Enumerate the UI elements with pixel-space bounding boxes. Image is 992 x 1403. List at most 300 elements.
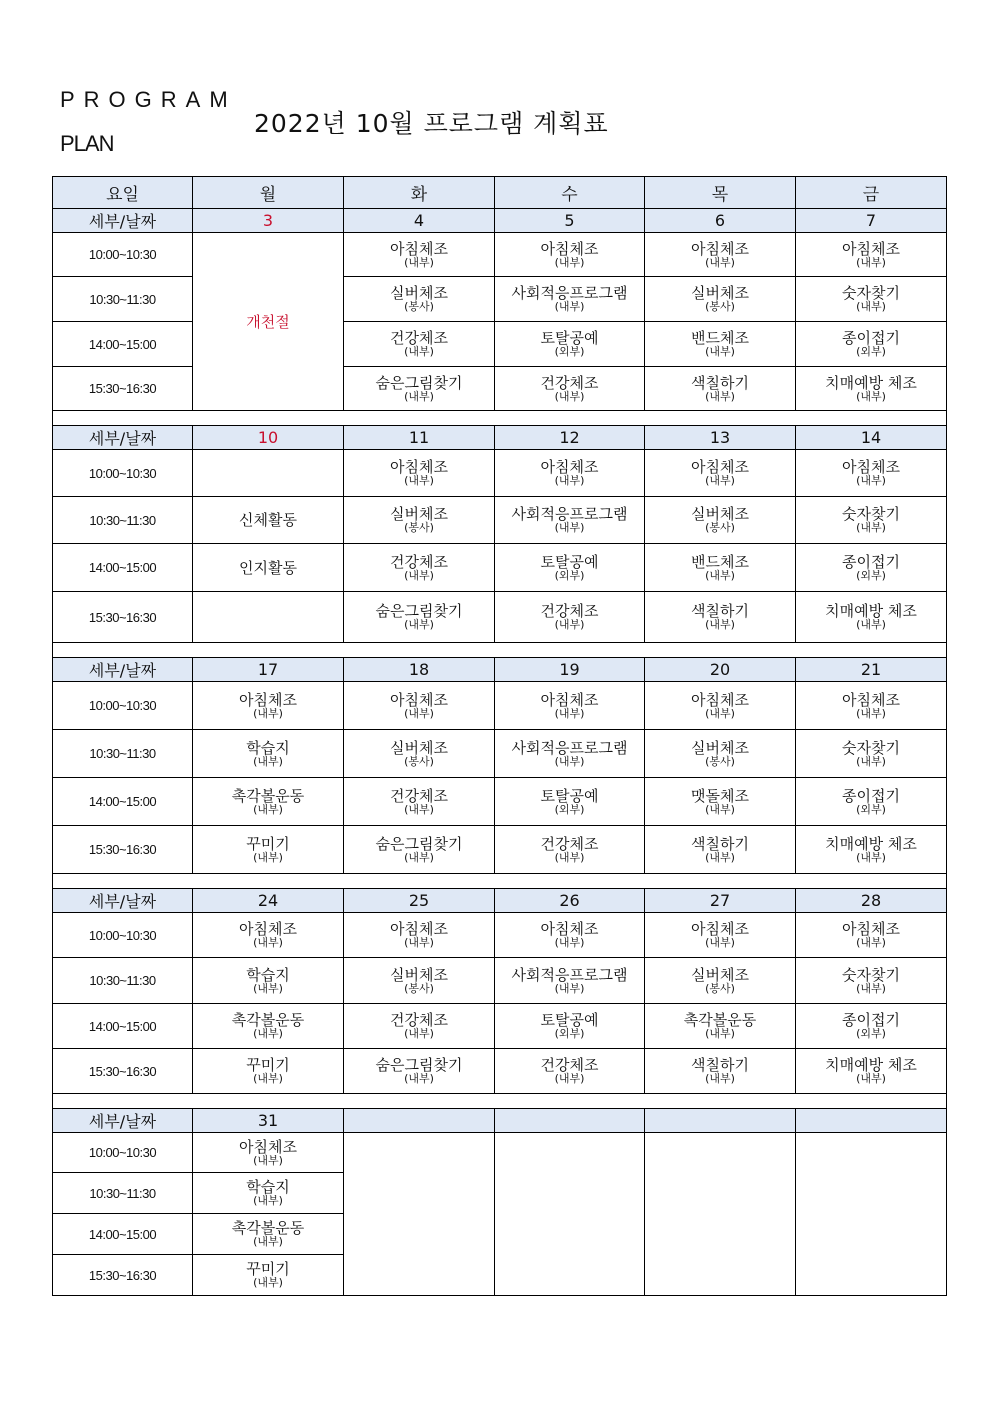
activity-name: 아침체조 xyxy=(842,458,900,476)
activity-cell xyxy=(193,730,344,778)
activity-type: (내부) xyxy=(404,850,434,864)
activity-name: 색칠하기 xyxy=(691,834,749,853)
activity-type: (봉사) xyxy=(404,981,434,995)
row-label: 세부/날짜 xyxy=(53,1109,193,1133)
activity-cell xyxy=(344,450,495,497)
date-row xyxy=(53,426,947,450)
activity-type: (내부) xyxy=(253,981,283,995)
activity-type: (내부) xyxy=(856,754,886,768)
date-cell: 6 xyxy=(645,209,796,233)
time-cell: 15:30~16:30 xyxy=(53,367,193,411)
date-cell: 20 xyxy=(645,658,796,682)
activity-cell xyxy=(796,233,947,277)
activity-name: 숨은그림찾기 xyxy=(375,1056,463,1074)
activity-cell xyxy=(193,1255,344,1296)
activity-type: (내부) xyxy=(253,706,283,720)
activity-type: (내부) xyxy=(705,568,735,582)
date-cell-holiday: 10 xyxy=(193,426,344,450)
activity-name: 종이접기 xyxy=(842,552,900,571)
activity-cell xyxy=(645,682,796,730)
activity-cell xyxy=(645,322,796,367)
date-cell: 26 xyxy=(495,889,645,913)
activity-cell xyxy=(344,958,495,1004)
time-row xyxy=(53,497,947,544)
activity-cell xyxy=(796,682,947,730)
activity-cell xyxy=(344,592,495,643)
time-row xyxy=(53,778,947,826)
activity-name: 실버체조 xyxy=(390,738,448,757)
activity-name: 학습지 xyxy=(246,738,290,757)
activity-type: (내부) xyxy=(856,618,886,631)
activity-type: (내부) xyxy=(253,1194,283,1207)
activity-cell xyxy=(796,322,947,367)
week-spacer xyxy=(53,1094,947,1109)
activity-type: (내부) xyxy=(253,936,283,949)
week-spacer xyxy=(53,874,947,889)
activity-name: 학습지 xyxy=(246,965,290,984)
weekday-header-cell: 월 xyxy=(193,177,344,209)
activity-cell xyxy=(344,1004,495,1049)
activity-name: 아침체조 xyxy=(540,239,599,258)
activity-type: (내부) xyxy=(705,936,735,949)
activity-name: 사회적응프로그램 xyxy=(511,284,628,302)
activity-cell xyxy=(495,826,645,874)
activity-type: (내부) xyxy=(554,1072,585,1085)
activity-type: (내부) xyxy=(856,936,886,949)
activity-type: (내부) xyxy=(856,300,886,313)
activity-cell xyxy=(495,450,645,497)
time-row xyxy=(53,233,947,277)
activity-type: (내부) xyxy=(554,754,585,768)
activity-cell xyxy=(645,1004,796,1049)
activity-type: (내부) xyxy=(554,521,585,534)
activity-cell xyxy=(193,826,344,874)
activity-cell xyxy=(645,497,796,544)
activity-type: (외부) xyxy=(554,568,585,582)
time-row xyxy=(53,730,947,778)
activity-type: (봉사) xyxy=(705,521,735,534)
activity-cell xyxy=(796,826,947,874)
brand-line-1: PROGRAM xyxy=(60,87,237,112)
week-spacer xyxy=(53,411,947,426)
activity-type: (봉사) xyxy=(705,981,735,995)
empty-cell xyxy=(796,1133,947,1296)
activity-cell xyxy=(796,1004,947,1049)
activity-type: (외부) xyxy=(856,568,886,582)
activity-name: 실버체조 xyxy=(691,738,749,757)
activity-type: (내부) xyxy=(404,802,434,816)
activity-type: (내부) xyxy=(554,981,585,995)
activity-cell xyxy=(495,592,645,643)
activity-name: 꾸미기 xyxy=(246,1260,290,1278)
time-cell: 10:30~11:30 xyxy=(53,497,193,544)
time-cell: 10:00~10:30 xyxy=(53,1133,193,1173)
row-label: 세부/날짜 xyxy=(53,209,193,233)
row-label: 세부/날짜 xyxy=(53,426,193,450)
activity-cell xyxy=(344,367,495,411)
time-cell: 10:00~10:30 xyxy=(53,913,193,958)
activity-type: (내부) xyxy=(705,850,735,864)
time-cell: 15:30~16:30 xyxy=(53,1255,193,1296)
activity-name: 인지활동 xyxy=(239,558,297,577)
activity-type: (외부) xyxy=(856,802,886,816)
date-cell: 18 xyxy=(344,658,495,682)
activity-type: (내부) xyxy=(856,474,886,487)
activity-cell xyxy=(645,450,796,497)
activity-type: (내부) xyxy=(705,1072,735,1085)
activity-type: (내부) xyxy=(554,474,585,487)
activity-name: 실버체조 xyxy=(390,284,448,302)
time-cell: 14:00~15:00 xyxy=(53,1214,193,1255)
activity-type: (내부) xyxy=(856,850,886,864)
activity-type: (내부) xyxy=(253,802,283,816)
activity-cell xyxy=(344,277,495,322)
date-cell: 25 xyxy=(344,889,495,913)
activity-name: 건강체조 xyxy=(390,329,448,347)
activity-type: (내부) xyxy=(856,255,886,269)
activity-name: 실버체조 xyxy=(691,965,749,984)
activity-type: (내부) xyxy=(554,300,585,313)
activity-cell xyxy=(344,544,495,592)
activity-cell xyxy=(193,682,344,730)
time-row xyxy=(53,450,947,497)
activity-name: 사회적응프로그램 xyxy=(511,965,628,984)
activity-cell xyxy=(344,322,495,367)
activity-cell xyxy=(645,1049,796,1094)
activity-cell xyxy=(495,544,645,592)
activity-type: (내부) xyxy=(404,474,434,487)
activity-type: (내부) xyxy=(253,754,283,768)
activity-type: (내부) xyxy=(705,1027,735,1040)
activity-type: (내부) xyxy=(705,618,735,631)
activity-name: 숫자찾기 xyxy=(842,505,900,523)
activity-name: 토탈공예 xyxy=(540,552,599,571)
activity-type: (내부) xyxy=(856,981,886,995)
date-cell-empty xyxy=(645,1109,796,1133)
time-cell: 10:00~10:30 xyxy=(53,233,193,277)
date-row xyxy=(53,209,947,233)
activity-name: 실버체조 xyxy=(691,505,749,523)
time-row xyxy=(53,592,947,643)
activity-name: 토탈공예 xyxy=(540,1011,599,1029)
activity-name: 아침체조 xyxy=(390,920,448,938)
activity-name: 숨은그림찾기 xyxy=(375,834,463,853)
activity-name: 건강체조 xyxy=(540,834,599,853)
activity-type: (내부) xyxy=(554,618,585,631)
activity-name: 건강체조 xyxy=(540,373,599,392)
activity-type: (내부) xyxy=(554,706,585,720)
activity-cell xyxy=(344,1049,495,1094)
activity-name: 학습지 xyxy=(246,1178,290,1196)
activity-cell xyxy=(344,497,495,544)
activity-type: (외부) xyxy=(554,1027,585,1040)
weekday-header-cell: 요일 xyxy=(53,177,193,209)
date-cell: 28 xyxy=(796,889,947,913)
activity-name: 촉각볼운동 xyxy=(231,786,305,805)
week-spacer xyxy=(53,643,947,658)
activity-type: (내부) xyxy=(404,706,434,720)
activity-cell xyxy=(495,958,645,1004)
weekday-header-row xyxy=(53,177,947,209)
time-row xyxy=(53,322,947,367)
activity-type: (내부) xyxy=(253,1027,283,1040)
activity-name: 실버체조 xyxy=(390,965,448,984)
activity-cell xyxy=(495,322,645,367)
activity-type: (내부) xyxy=(404,1072,434,1085)
activity-type: (내부) xyxy=(554,255,585,269)
activity-cell xyxy=(645,233,796,277)
activity-type: (내부) xyxy=(554,936,585,949)
activity-name: 치매예방 체조 xyxy=(825,834,917,853)
activity-name: 건강체조 xyxy=(540,602,599,620)
date-cell: 5 xyxy=(495,209,645,233)
activity-name: 밴드체조 xyxy=(691,552,749,571)
activity-name: 숨은그림찾기 xyxy=(375,602,463,620)
time-row xyxy=(53,913,947,958)
activity-name: 촉각볼운동 xyxy=(683,1011,757,1029)
activity-cell xyxy=(193,1173,344,1214)
weekday-header-cell: 화 xyxy=(344,177,495,209)
row-label: 세부/날짜 xyxy=(53,889,193,913)
activity-name: 치매예방 체조 xyxy=(825,373,917,392)
date-cell: 7 xyxy=(796,209,947,233)
time-cell: 14:00~15:00 xyxy=(53,322,193,367)
activity-cell xyxy=(796,592,947,643)
activity-name: 아침체조 xyxy=(842,239,900,258)
activity-cell xyxy=(645,544,796,592)
activity-cell xyxy=(495,682,645,730)
activity-cell xyxy=(495,367,645,411)
activity-cell xyxy=(495,233,645,277)
activity-name: 꾸미기 xyxy=(246,1056,290,1074)
schedule-table xyxy=(52,176,947,1296)
date-cell-empty xyxy=(495,1109,645,1133)
activity-cell xyxy=(344,730,495,778)
activity-cell xyxy=(796,544,947,592)
activity-type: (내부) xyxy=(705,706,735,720)
activity-name: 맷돌체조 xyxy=(691,786,749,805)
time-cell: 10:30~11:30 xyxy=(53,1173,193,1214)
row-label: 세부/날짜 xyxy=(53,658,193,682)
date-cell: 24 xyxy=(193,889,344,913)
activity-name: 사회적응프로그램 xyxy=(511,505,628,523)
activity-cell xyxy=(344,778,495,826)
activity-type: (외부) xyxy=(856,1027,886,1040)
activity-cell xyxy=(193,592,344,643)
weekday-header-cell: 수 xyxy=(495,177,645,209)
date-cell: 14 xyxy=(796,426,947,450)
activity-name: 아침체조 xyxy=(691,690,749,709)
activity-name: 색칠하기 xyxy=(691,602,749,620)
time-cell: 14:00~15:00 xyxy=(53,778,193,826)
activity-cell xyxy=(495,497,645,544)
activity-type: (내부) xyxy=(253,1276,283,1289)
activity-cell xyxy=(495,913,645,958)
date-cell-holiday: 3 xyxy=(193,209,344,233)
activity-name: 건강체조 xyxy=(390,552,448,571)
activity-name: 아침체조 xyxy=(390,690,448,709)
activity-name: 실버체조 xyxy=(390,505,448,523)
date-cell: 12 xyxy=(495,426,645,450)
date-cell: 11 xyxy=(344,426,495,450)
activity-type: (봉사) xyxy=(705,300,735,313)
activity-type: (봉사) xyxy=(404,521,434,534)
activity-cell xyxy=(344,826,495,874)
weekday-header-cell: 금 xyxy=(796,177,947,209)
time-cell: 10:30~11:30 xyxy=(53,958,193,1004)
activity-type: (내부) xyxy=(856,706,886,720)
activity-name: 종이접기 xyxy=(842,786,900,805)
activity-type: (내부) xyxy=(404,936,434,949)
activity-cell xyxy=(796,1049,947,1094)
activity-name: 밴드체조 xyxy=(691,329,749,347)
activity-name: 촉각볼운동 xyxy=(231,1011,305,1029)
time-cell: 14:00~15:00 xyxy=(53,544,193,592)
activity-name: 색칠하기 xyxy=(691,1056,749,1074)
activity-name: 아침체조 xyxy=(842,690,900,709)
activity-cell xyxy=(796,450,947,497)
activity-type: (내부) xyxy=(554,850,585,864)
spacer-cell xyxy=(53,874,947,889)
activity-type: (외부) xyxy=(554,345,585,358)
activity-type: (내부) xyxy=(705,474,735,487)
empty-cell xyxy=(495,1133,645,1296)
activity-type: (내부) xyxy=(856,389,886,403)
empty-cell xyxy=(645,1133,796,1296)
activity-type: (내부) xyxy=(554,389,585,403)
activity-type: (내부) xyxy=(705,255,735,269)
date-cell: 19 xyxy=(495,658,645,682)
activity-type: (봉사) xyxy=(705,754,735,768)
date-cell: 31 xyxy=(193,1109,344,1133)
activity-type: (내부) xyxy=(705,345,735,358)
time-row xyxy=(53,1133,947,1173)
activity-cell xyxy=(796,958,947,1004)
weekday-header-cell: 목 xyxy=(645,177,796,209)
activity-name: 숫자찾기 xyxy=(842,965,900,984)
activity-name: 아침체조 xyxy=(540,920,599,938)
activity-type: (봉사) xyxy=(404,300,434,313)
activity-cell xyxy=(645,592,796,643)
activity-cell xyxy=(193,1133,344,1173)
activity-name: 토탈공예 xyxy=(540,786,599,805)
spacer-cell xyxy=(53,643,947,658)
activity-type: (내부) xyxy=(705,802,735,816)
activity-cell xyxy=(344,233,495,277)
activity-cell xyxy=(645,778,796,826)
activity-name: 건강체조 xyxy=(390,1011,448,1029)
activity-cell xyxy=(796,730,947,778)
activity-cell xyxy=(796,277,947,322)
time-row xyxy=(53,277,947,322)
activity-cell xyxy=(193,1049,344,1094)
activity-cell xyxy=(645,826,796,874)
activity-name: 치매예방 체조 xyxy=(825,602,917,620)
empty-cell xyxy=(344,1133,495,1296)
activity-name: 아침체조 xyxy=(842,920,900,938)
activity-type: (내부) xyxy=(404,618,434,631)
time-row xyxy=(53,544,947,592)
date-cell: 21 xyxy=(796,658,947,682)
date-cell-empty xyxy=(344,1109,495,1133)
activity-name: 사회적응프로그램 xyxy=(511,738,628,757)
activity-cell xyxy=(193,958,344,1004)
activity-type: (봉사) xyxy=(404,754,434,768)
activity-name: 아침체조 xyxy=(239,690,297,709)
spacer-cell xyxy=(53,1094,947,1109)
time-cell: 15:30~16:30 xyxy=(53,826,193,874)
time-row xyxy=(53,367,947,411)
activity-name: 꾸미기 xyxy=(246,834,290,853)
activity-cell xyxy=(344,682,495,730)
activity-type: (내부) xyxy=(253,1072,283,1085)
activity-cell xyxy=(645,958,796,1004)
activity-name: 아침체조 xyxy=(691,458,749,476)
activity-cell xyxy=(193,1004,344,1049)
page-title: 2022년 10월 프로그램 계획표 xyxy=(254,109,609,138)
activity-name: 숫자찾기 xyxy=(842,284,900,302)
date-cell: 13 xyxy=(645,426,796,450)
schedule-table-wrapper xyxy=(52,176,946,1296)
activity-name: 아침체조 xyxy=(239,1137,297,1156)
activity-type: (내부) xyxy=(404,568,434,582)
time-row xyxy=(53,1004,947,1049)
activity-name: 아침체조 xyxy=(540,690,599,709)
activity-name: 치매예방 체조 xyxy=(825,1056,917,1074)
activity-cell xyxy=(193,497,344,544)
time-cell: 10:30~11:30 xyxy=(53,277,193,322)
activity-cell xyxy=(645,730,796,778)
activity-cell xyxy=(796,778,947,826)
activity-name: 색칠하기 xyxy=(691,373,749,392)
activity-name: 건강체조 xyxy=(540,1056,599,1074)
activity-type: (내부) xyxy=(856,521,886,534)
date-row xyxy=(53,658,947,682)
time-cell: 14:00~15:00 xyxy=(53,1004,193,1049)
date-row xyxy=(53,1109,947,1133)
activity-name: 아침체조 xyxy=(390,239,448,258)
activity-type: (내부) xyxy=(404,389,434,403)
date-row xyxy=(53,889,947,913)
activity-cell xyxy=(495,778,645,826)
time-row xyxy=(53,682,947,730)
activity-type: (내부) xyxy=(404,1027,434,1040)
activity-cell xyxy=(193,450,344,497)
brand-block xyxy=(60,86,237,158)
brand-line-2: PLAN xyxy=(60,131,114,156)
activity-name: 아침체조 xyxy=(691,920,749,938)
activity-cell xyxy=(495,277,645,322)
activity-cell xyxy=(796,497,947,544)
activity-cell xyxy=(344,913,495,958)
date-cell: 4 xyxy=(344,209,495,233)
activity-name: 실버체조 xyxy=(691,284,749,302)
activity-cell xyxy=(193,544,344,592)
time-cell: 10:00~10:30 xyxy=(53,682,193,730)
time-row xyxy=(53,958,947,1004)
activity-cell xyxy=(495,1004,645,1049)
time-cell: 10:00~10:30 xyxy=(53,450,193,497)
activity-type: (내부) xyxy=(253,1235,283,1248)
activity-type: (내부) xyxy=(404,345,434,358)
activity-name: 신체활동 xyxy=(239,511,297,529)
activity-name: 건강체조 xyxy=(390,786,448,805)
date-cell-empty xyxy=(796,1109,947,1133)
spacer-cell xyxy=(53,411,947,426)
activity-type: (내부) xyxy=(404,255,434,269)
time-cell: 15:30~16:30 xyxy=(53,1049,193,1094)
activity-type: (내부) xyxy=(705,389,735,403)
